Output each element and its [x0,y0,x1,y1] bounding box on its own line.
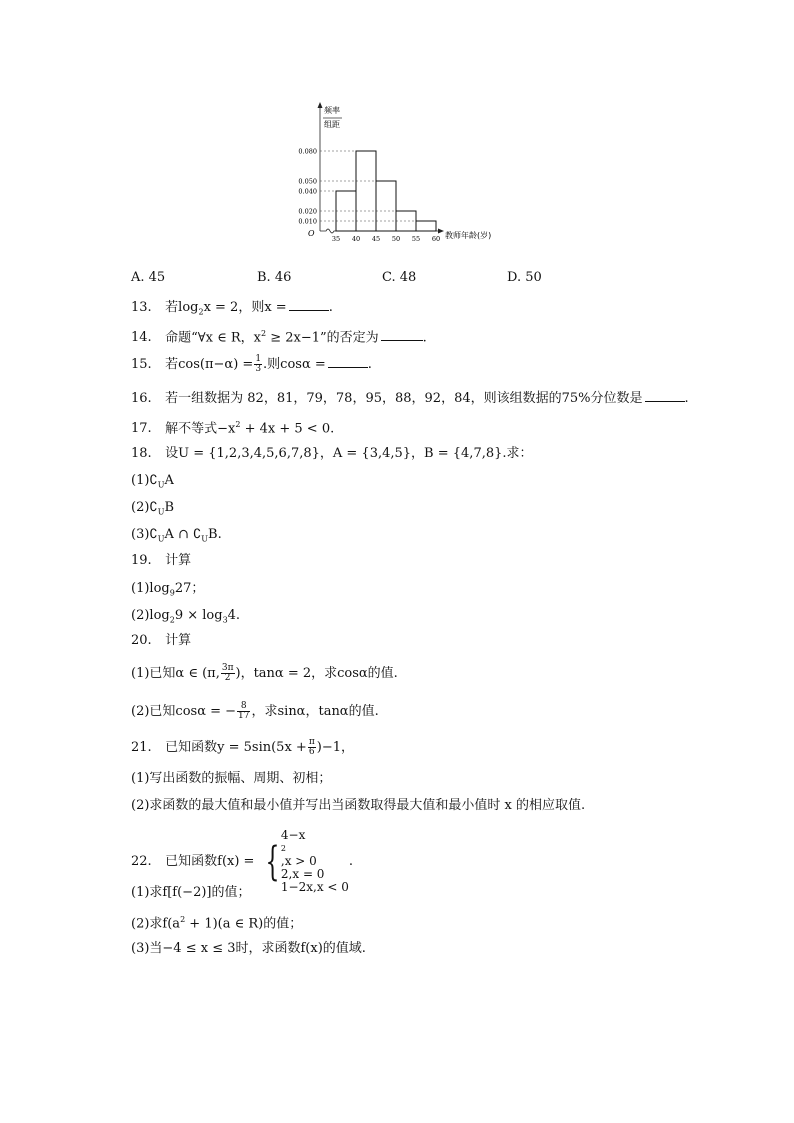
q18-1-post: A [164,473,174,488]
q17-text-post: + 4x + 5 < 0. [240,421,335,437]
fraction-denominator: 3 [255,364,262,374]
q20-2-post: ，求sinα，tanα的值. [251,704,379,719]
fraction-numerator: π [308,737,315,747]
q18-1-sub: U [157,480,165,490]
answer-blank[interactable] [381,328,423,341]
histogram-svg [286,96,506,248]
question-13 [131,298,333,322]
question-19-part-1 [131,580,204,603]
q18-3-mid: A ∩ ∁ [164,527,202,542]
q13-end: . [328,300,333,315]
y-tick-label: 0.010 [298,217,317,226]
q19-1-post: 27； [174,581,205,596]
q21-1-text: (1)写出函数的振幅、周期、初相； [131,771,332,786]
x-tick-label: 55 [411,235,421,243]
case-3: 1−2x,x < 0 [280,880,349,894]
question-18-part-1 [131,472,174,495]
q22-end: . [348,854,354,869]
question-20-part-2 [131,702,379,721]
case-1-exponent: 2 [280,844,286,853]
fraction [308,738,316,757]
histogram-bar [376,181,396,231]
fraction [237,702,250,721]
x-axis-label: 教师年龄(岁) [445,231,492,240]
q14-text-pre: 命题“∀x ∈ R，x [165,330,261,346]
fraction [221,664,235,683]
question-number: 16. [131,391,152,406]
q19-2-sub: 2 [169,615,175,625]
q19-2-sub2: 3 [222,615,228,625]
question-number: 22. [131,854,152,869]
question-21-part-1 [131,770,331,788]
q18-text: 设U = {1,2,3,4,5,6,7,8}，A = {3,4,5}，B = {4,7,8}.求： [165,446,533,461]
choice-a[interactable]: A. 45 [131,270,166,285]
q21-2-text: (2)求函数的最大值和最小值并写出当函数取得最大值和最小值时 x 的相应取值. [131,798,586,813]
y-tick-label: 0.080 [298,147,317,156]
q22-text-pre: 已知函数f(x) = [165,854,255,869]
question-15 [131,355,372,374]
question-22-part-1 [131,884,251,902]
fraction-denominator: 6 [308,747,315,757]
fraction-numerator: 8 [237,702,250,712]
q22-1-text: (1)求f[f(−2)]的值； [131,885,251,900]
q14-end: . [422,330,427,346]
q20-1-pre: (1)已知α ∈ (π, [131,666,220,681]
choice-b[interactable]: B. 46 [257,270,292,285]
answer-blank[interactable] [645,389,685,402]
q18-1-pre: (1)∁ [131,473,158,488]
q13-text-pre: 若 [165,300,179,315]
case-2: 2,x = 0 [280,867,325,881]
fraction-numerator: 1 [255,354,262,364]
q14-text-mid: ≥ 2x−1”的否定为 [266,330,379,346]
y-tick-label: 0.050 [298,177,317,186]
case-1-cond: ,x > 0 [280,854,317,868]
histogram-chart [286,96,506,248]
y-axis-arrow-icon [318,102,323,108]
q20-2-pre: (2)已知cosα = − [131,704,237,719]
question-number: 20. [131,633,152,648]
q13-text-mid: x = 2，则x = [203,300,287,315]
question-number: 13. [131,300,152,315]
q18-2-sub: U [157,507,165,517]
question-18 [131,445,533,463]
q19-2-mid: 9 × log [174,608,223,623]
answer-blank[interactable] [328,355,368,368]
q18-3-sub2: U [201,534,209,544]
question-18-part-3 [131,526,222,549]
q21-text-pre: 已知函数y = 5sin(5x + [165,740,307,755]
q13-log: log [178,300,199,315]
q20-text: 计算 [165,633,192,648]
question-17 [131,416,334,438]
fraction-denominator: 2 [224,673,231,683]
q21-text-post: )−1， [316,740,354,755]
fraction [254,355,262,374]
y-tick-label: 0.020 [298,207,317,216]
question-16 [131,389,689,408]
q22-3-text: (3)当−4 ≤ x ≤ 3时，求函数f(x)的值域. [131,941,366,956]
question-number: 19. [131,553,152,568]
q19-1-sub: 9 [169,588,175,598]
q18-3-sub: U [157,534,165,544]
question-number: 14. [131,330,152,346]
q19-1-pre: (1)log [131,581,170,596]
q19-text: 计算 [165,553,192,568]
question-14 [131,325,427,347]
q18-2-pre: (2)∁ [131,500,158,515]
question-22-part-2 [131,911,302,933]
question-21 [131,738,354,757]
question-18-part-2 [131,499,174,522]
q15-text-pre: 若cos(π−α) = [165,357,254,372]
histogram-bar [416,221,436,231]
question-20 [131,632,191,650]
x-tick-label: 35 [331,235,341,243]
x-tick-label: 45 [371,235,381,243]
q22-2-post: + 1)(a ∈ R)的值； [185,916,303,932]
histogram-bar [356,151,376,231]
q17-exponent: 2 [235,420,241,429]
fraction-numerator: 3π [221,663,234,673]
answer-blank[interactable] [289,298,329,311]
question-number: 17. [131,421,152,437]
q18-2-post: B [164,500,174,515]
q15-text-mid: .则cosα = [263,357,326,372]
x-axis-arrow-icon [438,229,444,234]
choice-c[interactable]: C. 48 [382,270,417,285]
question-21-part-2 [131,797,585,815]
case-1 [281,829,349,868]
question-number: 21. [131,740,152,755]
question-number: 18. [131,446,152,461]
case-1-expr: 4−x [280,828,306,842]
q18-3-post: B. [208,527,222,542]
question-19 [131,552,191,570]
q17-text-pre: 解不等式−x [165,421,236,437]
choice-d[interactable]: D. 50 [507,270,542,285]
question-22-part-3 [131,940,366,958]
piecewise-cases [281,829,349,894]
question-19-part-2 [131,607,240,630]
y-axis-label-top: 频率 [324,106,340,115]
x-tick-label: 50 [391,235,401,243]
y-axis-label-bottom: 组距 [324,120,340,129]
q22-2-pre: (2)求f(a [131,916,181,932]
q22-2-exponent: 2 [180,915,186,924]
fraction-denominator: 17 [238,711,250,721]
q15-end: . [367,357,372,372]
q16-end: . [684,391,689,406]
q20-1-post: )，tanα = 2，求cosα的值. [235,666,398,681]
q18-3-pre: (3)∁ [131,527,158,542]
x-tick-label: 40 [351,235,361,243]
q13-log-base: 2 [198,307,204,317]
x-tick-label: 60 [431,235,441,243]
q19-2-post: 4. [227,608,241,623]
q14-exponent: 2 [260,329,267,338]
y-tick-label: 0.040 [298,187,317,196]
question-number: 15. [131,357,152,372]
q19-2-pre: (2)log [131,608,170,623]
question-20-part-1 [131,664,398,683]
left-brace: { [265,838,280,885]
origin-label: O [308,229,315,238]
q16-text: 若一组数据为 82，81，79，78，95，88，92，84，则该组数据的75%分位数是 [165,391,643,406]
